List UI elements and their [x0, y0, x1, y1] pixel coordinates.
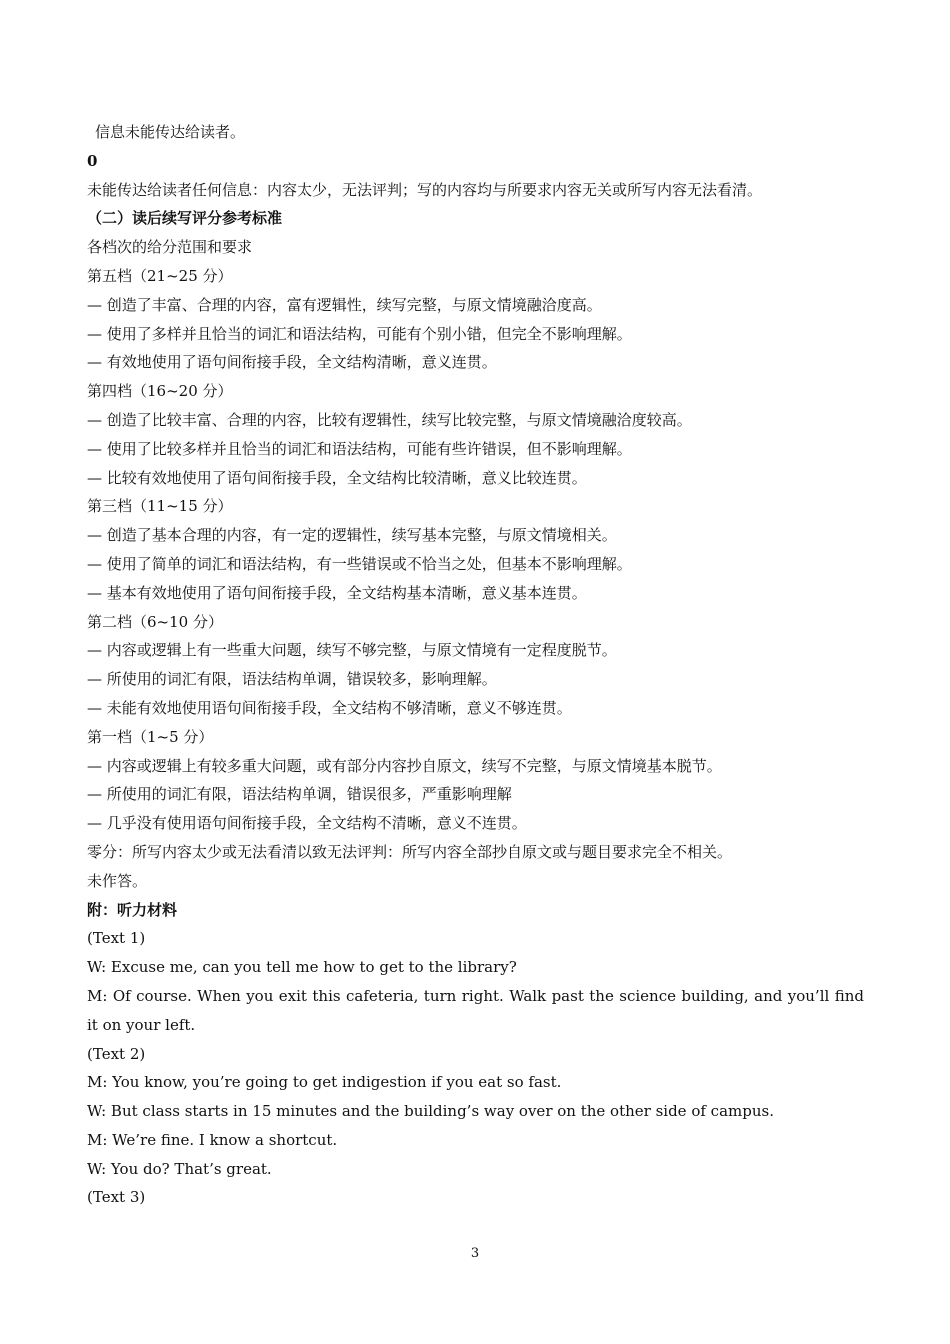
- criterion-item: — 比较有效地使用了语句间衔接手段，全文结构比较清晰，意义比较连贯。: [87, 468, 587, 487]
- appendix-heading: 附：听力材料: [87, 900, 178, 919]
- criterion-item: — 几乎没有使用语句间衔接手段，全文结构不清晰，意义不连贯。: [87, 814, 527, 833]
- score-zero-label: 0: [87, 151, 98, 170]
- criterion-item: — 基本有效地使用了语句间衔接手段，全文结构基本清晰，意义基本连贯。: [87, 583, 587, 602]
- dialogue-line: W: But class starts in 15 minutes and the building’s way over on the other side of campus.: [87, 1102, 774, 1121]
- criterion-item: — 有效地使用了语句间衔接手段，全文结构清晰，意义连贯。: [87, 353, 497, 372]
- grade-heading: 第四档（16~20 分）: [87, 382, 233, 401]
- dialogue-line: W: You do? That’s great.: [87, 1159, 272, 1178]
- criterion-item: — 所使用的词汇有限，语法结构单调，错误较多，影响理解。: [87, 670, 497, 689]
- page-number: 3: [470, 1246, 480, 1261]
- dialogue-line: M: Of course. When you exit this cafeteria, turn right. Walk past the science building, and you’ll find it on your left.: [87, 986, 864, 1034]
- grade-heading: 第三档（11~15 分）: [87, 497, 233, 516]
- criterion-item: — 使用了多样并且恰当的词汇和语法结构，可能有个别小错，但完全不影响理解。: [87, 324, 632, 343]
- criterion-item: — 内容或逻辑上有较多重大问题，或有部分内容抄自原文，续写不完整，与原文情境基本脱节。: [87, 756, 722, 775]
- criterion-item: — 使用了比较多样并且恰当的词汇和语法结构，可能有些许错误，但不影响理解。: [87, 439, 632, 458]
- paragraph: 未作答。: [87, 871, 148, 890]
- paragraph: 信息未能传达给读者。: [95, 123, 246, 141]
- criterion-item: — 创造了比较丰富、合理的内容，比较有逻辑性，续写比较完整，与原文情境融洽度较高。: [87, 410, 692, 429]
- section-heading: （二）读后续写评分参考标准: [87, 209, 283, 228]
- document-body: [87, 118, 864, 1212]
- text-label: (Text 3): [87, 1188, 146, 1207]
- paragraph: 零分：所写内容太少或无法看清以致无法评判：所写内容全部抄自原文或与题目要求完全不相关。: [87, 842, 733, 861]
- criterion-item: — 创造了丰富、合理的内容，富有逻辑性，续写完整，与原文情境融洽度高。: [87, 295, 602, 314]
- paragraph: 未能传达给读者任何信息：内容太少，无法评判；写的内容均与所要求内容无关或所写内容无法看清。: [87, 180, 763, 199]
- text-label: (Text 1): [87, 929, 146, 948]
- dialogue-line: M: You know, you’re going to get indigestion if you eat so fast.: [87, 1073, 562, 1092]
- criterion-item: — 创造了基本合理的内容，有一定的逻辑性，续写基本完整，与原文情境相关。: [87, 526, 617, 545]
- grade-heading: 第一档（1~5 分）: [87, 727, 214, 746]
- criterion-item: — 内容或逻辑上有一些重大问题，续写不够完整，与原文情境有一定程度脱节。: [87, 641, 617, 660]
- criterion-item: — 未能有效地使用语句间衔接手段，全文结构不够清晰，意义不够连贯。: [87, 698, 572, 717]
- paragraph: 各档次的给分范围和要求: [87, 238, 253, 257]
- text-label: (Text 2): [87, 1044, 146, 1063]
- dialogue-line: M: We’re fine. I know a shortcut.: [87, 1130, 338, 1149]
- criterion-item: — 使用了简单的词汇和语法结构，有一些错误或不恰当之处，但基本不影响理解。: [87, 554, 632, 573]
- dialogue-line: W: Excuse me, can you tell me how to get to the library?: [87, 958, 517, 977]
- grade-heading: 第二档（6~10 分）: [87, 612, 223, 631]
- grade-heading: 第五档（21~25 分）: [87, 266, 233, 285]
- criterion-item: — 所使用的词汇有限，语法结构单调，错误很多，严重影响理解: [87, 785, 512, 804]
